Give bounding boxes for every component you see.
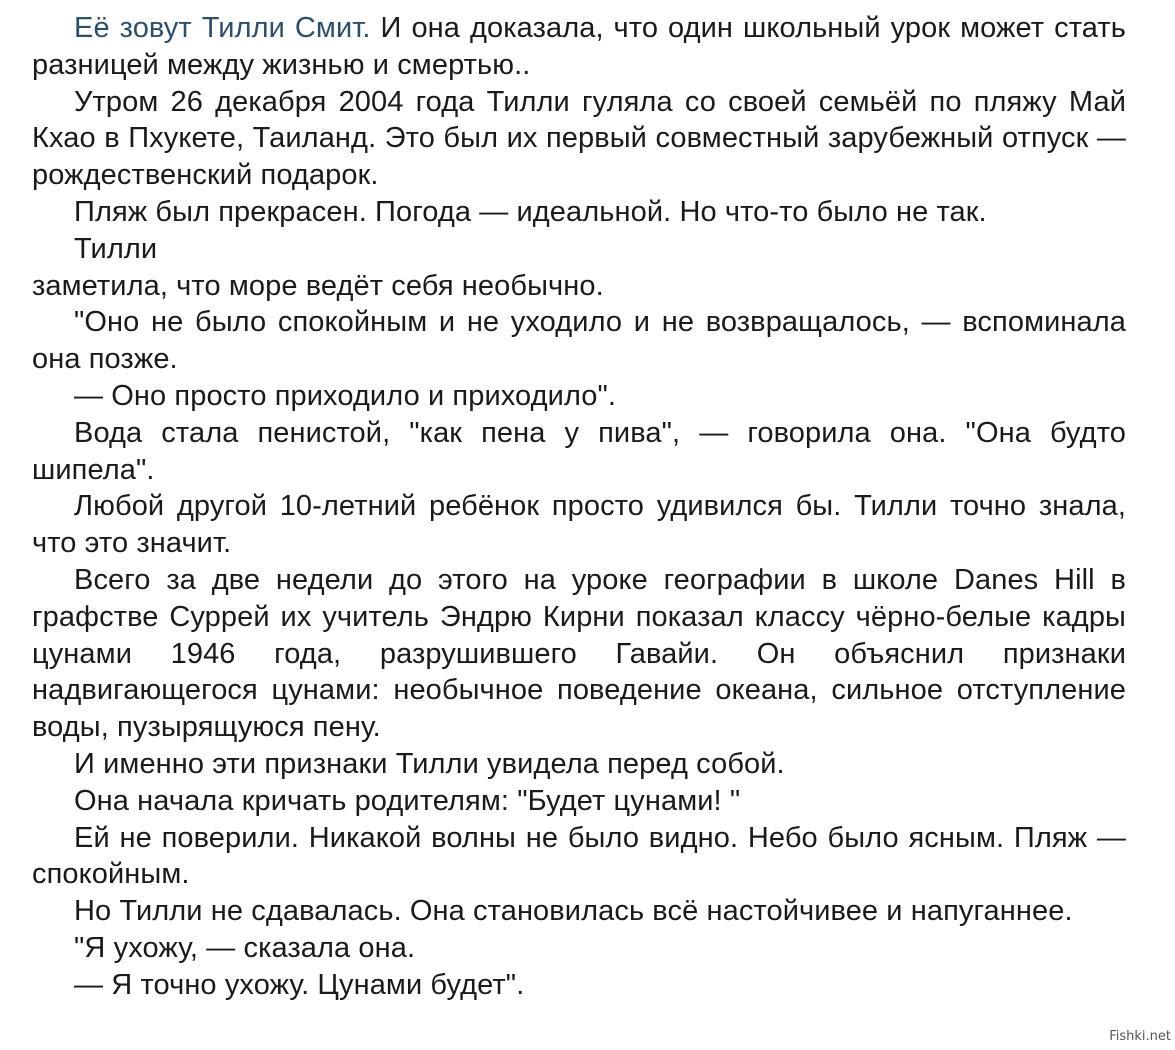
paragraph-9: Всего за две недели до этого на уроке географии в школе Danes Hill в графстве Суррей их учитель Эндрю Кирни показал классу чёрно-белые кадры цунами 1946 года, разрушившего Гавайи. Он объяснил признаки надвигающегося цунами: необычное поведение океана, сильное отступление воды, пузырящуюся пену. — [32, 563, 1126, 744]
paragraph-5: "Оно не было спокойным и не уходило и не возвращалось, — вспоминала она позже. — [32, 306, 1126, 376]
paragraph-8: Любой другой 10-летний ребёнок просто удивился бы. Тилли точно знала, что это значит. — [32, 490, 1126, 560]
paragraph-7: Вода стала пенистой, "как пена у пива", — говорила она. "Она будто шипела". — [32, 416, 1126, 486]
paragraph-lead — [32, 10, 1126, 84]
lead-rest-text: И она доказала, что один школьный урок может стать разницей между жизнью и смертью.. — [32, 12, 1126, 81]
lead-highlight-link[interactable]: Её зовут Тилли Смит. — [74, 12, 371, 44]
paragraph-10: И именно эти признаки Тилли увидела перед собой. — [74, 747, 785, 780]
paragraph-12: Ей не поверили. Никакой волны не было видно. Небо было ясным. Пляж — спокойным. — [32, 821, 1126, 891]
paragraph-3: Тилли — [74, 232, 158, 265]
paragraph-15: — Я точно ухожу. Цунами будет". — [74, 968, 525, 1001]
paragraph-6: — Оно просто приходило и приходило". — [74, 379, 617, 412]
watermark-logo: Fishki.net — [1109, 1029, 1171, 1044]
paragraph-4: заметила, что море ведёт себя необычно. — [32, 269, 604, 302]
paragraph-2: Пляж был прекрасен. Погода — идеальной. Но что-то было не так. — [74, 195, 987, 228]
paragraph-14: "Я ухожу, — сказала она. — [74, 931, 416, 964]
paragraph-13: Но Тилли не сдавалась. Она становилась всё настойчивее и напуганнее. — [74, 895, 1073, 928]
article-text — [32, 10, 1126, 1004]
paragraph-1: Утром 26 декабря 2004 года Тилли гуляла со своей семьёй по пляжу Май Кхао в Пхукете, Таиланд. Это был их первый совместный зарубежный отпуск — рождественский подарок. — [32, 85, 1126, 192]
paragraph-11: Она начала кричать родителям: "Будет цунами! " — [74, 784, 741, 817]
